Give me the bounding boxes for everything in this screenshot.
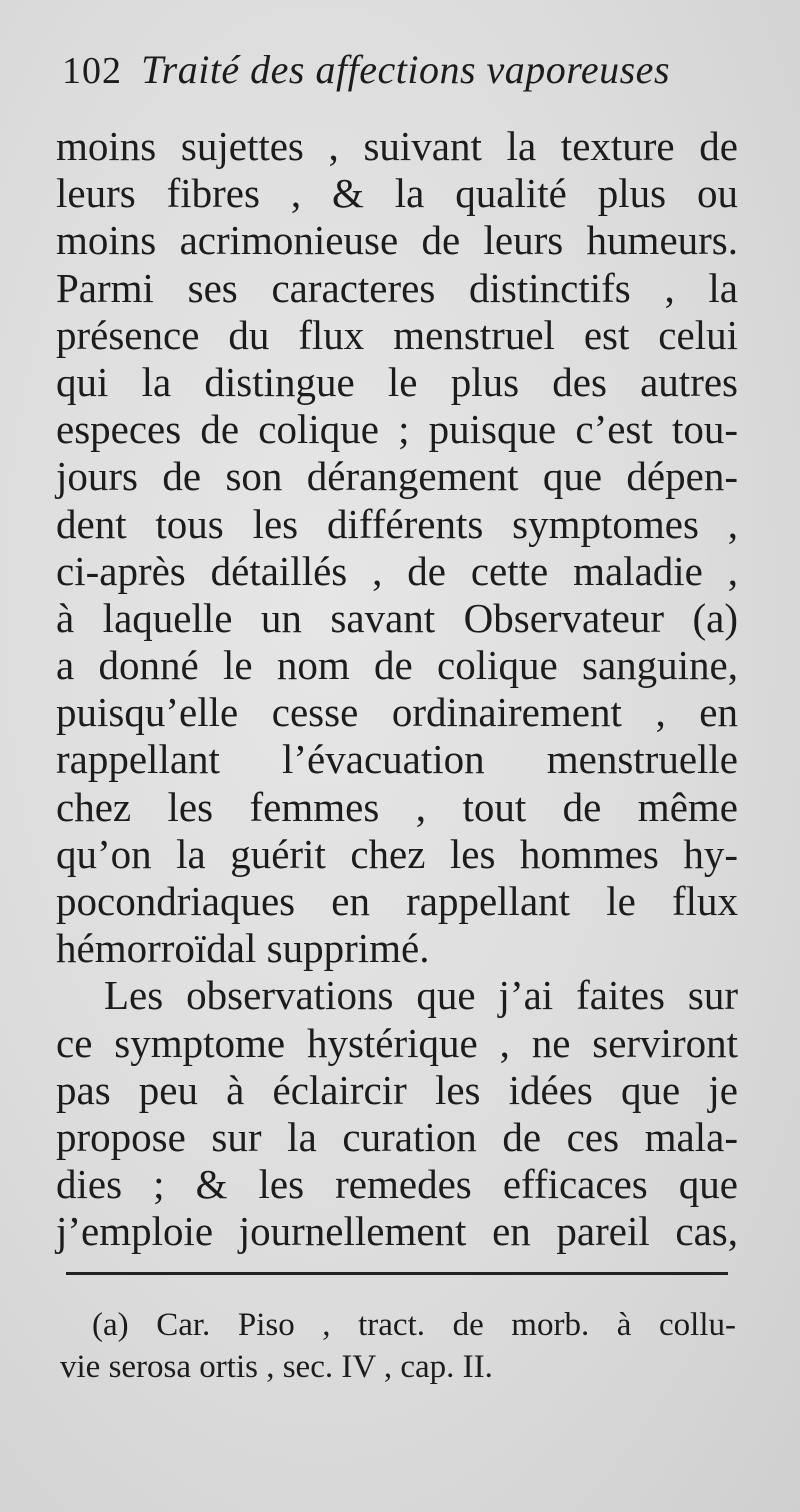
text-line: dies ; & les remedes efficaces que [56, 1161, 738, 1208]
text-line: pocondriaques en rappellant le flux [56, 878, 738, 924]
text-line: dent tous les différents symptomes , [56, 500, 738, 547]
running-head [62, 46, 742, 106]
text-line: ce symptome hystérique , ne serviront [56, 1019, 738, 1066]
text-line: qu’on la guérit chez les hommes hy- [56, 830, 738, 877]
text-line: à laquelle un savant Observateur (a) [56, 594, 738, 641]
page-number: 102 [62, 50, 122, 92]
text-line: pas peu à éclaircir les idées que je [56, 1066, 738, 1113]
paragraph-start-line: Les observations que j’ai faites sur [104, 972, 738, 1019]
footnote-line: (a) Car. Piso , tract. de morb. à collu- [92, 1307, 736, 1343]
text-line: moins sujettes , suivant la texture de [56, 123, 738, 169]
running-title: Traité des affections vaporeuses [141, 47, 671, 92]
text-line: propose sur la curation de ces mala- [56, 1113, 738, 1160]
text-line: moins acrimonieuse de leurs humeurs. [56, 217, 738, 264]
text-line: chez les femmes , tout de même [56, 783, 738, 830]
text-line: Parmi ses caracteres distinctifs , la [56, 264, 738, 311]
text-line: jours de son dérangement que dépen- [56, 453, 738, 500]
text-line: puisqu’elle cesse ordinairement , en [56, 689, 738, 736]
footnote [60, 1304, 736, 1388]
text-line: qui la distingue le plus des autres [56, 358, 738, 405]
paragraph-end-line: hémorroïdal supprimé. [56, 925, 430, 972]
text-line: présence du flux menstruel est celui [56, 311, 738, 358]
footnote-line: vie serosa ortis , sec. IV , cap. II. [60, 1349, 493, 1385]
text-line: ci-après détaillés , de cette maladie , [56, 547, 738, 594]
text-line: leurs fibres , & la qualité plus ou [56, 170, 738, 217]
text-line: j’emploie journellement en pareil cas, [56, 1208, 738, 1255]
footnote-rule [66, 1272, 728, 1275]
body-text [56, 123, 738, 1256]
text-line: a donné le nom de colique sanguine, [56, 642, 738, 689]
text-line: especes de colique ; puisque c’est tou- [56, 406, 738, 453]
text-line: rappellant l’évacuation menstruelle [56, 736, 738, 783]
